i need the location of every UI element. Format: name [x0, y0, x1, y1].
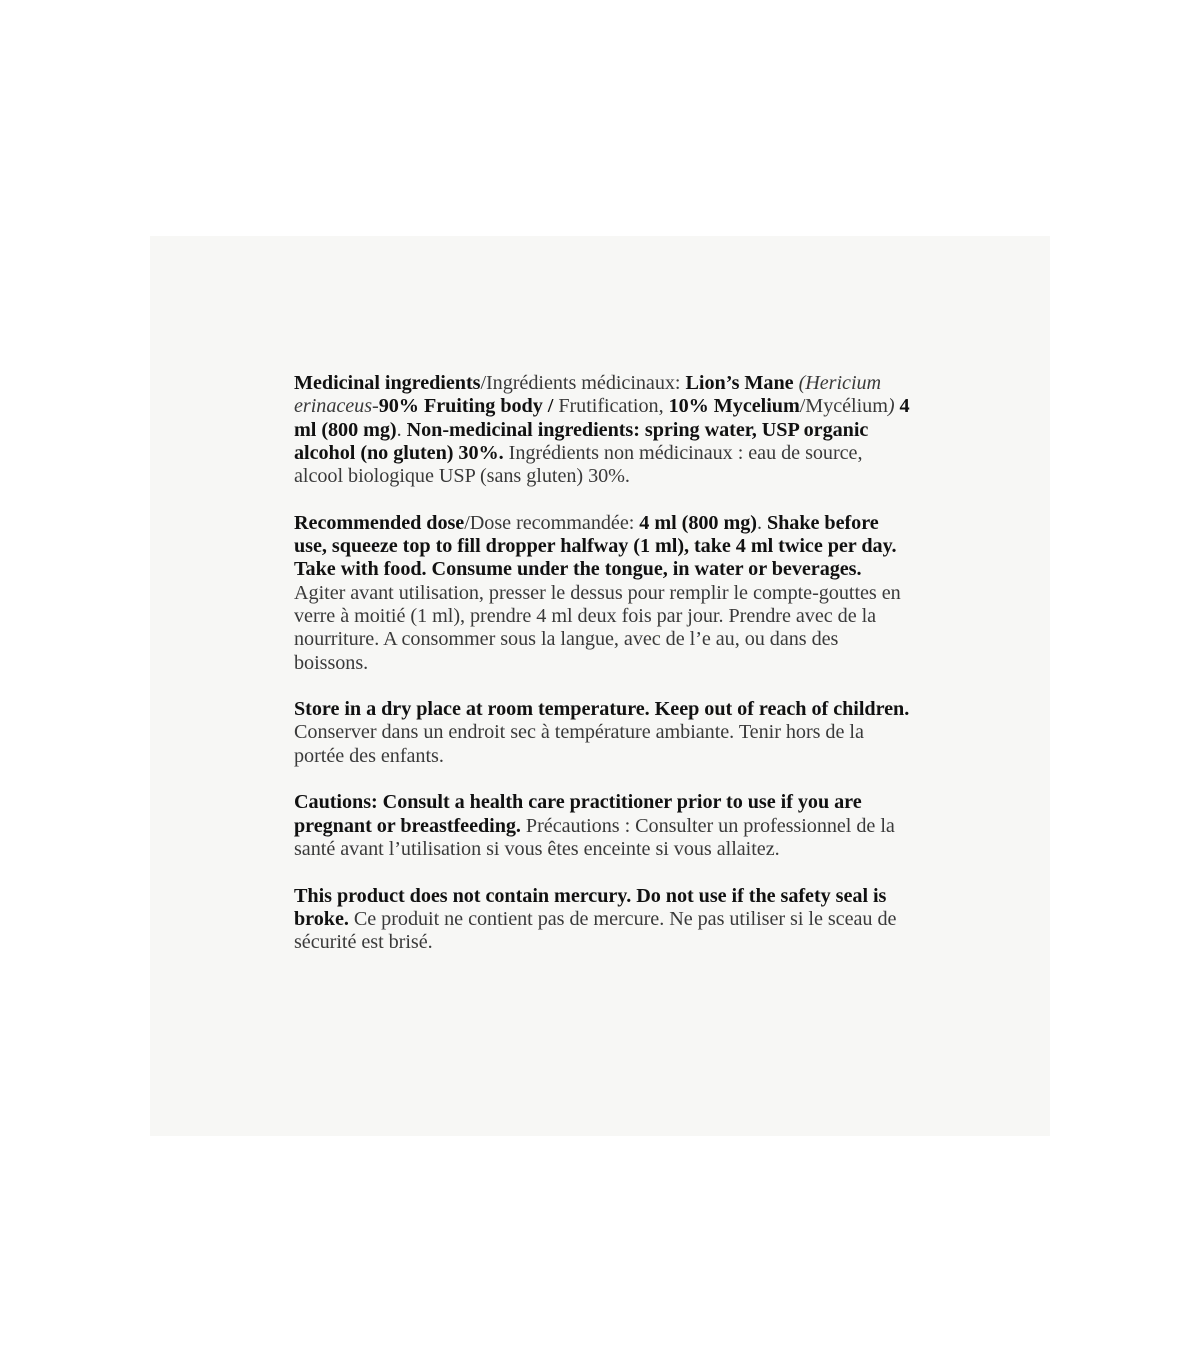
text-run: . — [396, 418, 407, 441]
text-run: /Dose recommandée: — [464, 511, 640, 534]
cautions-paragraph — [294, 791, 914, 861]
product-label-card — [150, 236, 1050, 1136]
text-run: Recommended dose — [294, 511, 465, 534]
storage-paragraph — [294, 698, 914, 768]
text-run: Agiter avant utilisation, presser le dessus pour remplir le compte-gouttes en verre à moitié (1 ml), prendre 4 ml deux fois par jour. Prendre avec de la nourriture. A consommer sous la langue, avec de l’e au, ou dans des boissons. — [294, 581, 901, 674]
text-run: Précautions : Consulter un professionnel de la santé avant l’utilisation si vous êtes enceinte si vous allaitez. — [294, 814, 895, 860]
text-run: ) — [887, 395, 895, 418]
text-run: This product does not contain mercury. Do not use if the safety seal is broke. — [294, 884, 887, 930]
text-run: Conserver dans un endroit sec à température ambiante. Tenir hors de la portée des enfants. — [294, 721, 864, 767]
ingredients-paragraph — [294, 372, 914, 488]
mercury-paragraph — [294, 885, 914, 955]
text-run: Shake before use, squeeze top to fill dropper halfway (1 ml), take 4 ml twice per day. Take with food. Consume under the tongue, in water or beverages. — [294, 511, 897, 581]
text-run: 10% Mycelium — [668, 395, 800, 418]
text-run: Cautions: Consult a health care practitioner prior to use if you are pregnant or breastfeeding. — [294, 791, 862, 837]
text-run: 4 ml (800 mg) — [294, 395, 910, 441]
text-run: 4 ml (800 mg) — [639, 511, 757, 534]
text-run: Medicinal ingredients — [294, 372, 481, 394]
label-text-block — [294, 372, 914, 954]
text-run: /Mycélium — [799, 395, 888, 418]
text-run: (Hericium erinaceus- — [294, 372, 882, 418]
text-run: /Ingrédients médicinaux: — [480, 372, 686, 394]
text-run: Lion’s Mane — [685, 372, 794, 394]
dose-paragraph — [294, 512, 914, 675]
text-run: Ce produit ne contient pas de mercure. Ne pas utiliser si le sceau de sécurité est brisé. — [294, 907, 897, 954]
text-run: . — [756, 511, 767, 534]
text-run: 90% Fruiting body / — [378, 395, 559, 418]
text-run: Ingrédients non médicinaux : eau de source, alcool biologique USP (sans gluten) 30%. — [294, 441, 863, 488]
text-run: Non-medicinal ingredients: spring water, USP organic alcohol (no gluten) 30%. — [294, 418, 869, 464]
text-run: Frutification, — [558, 395, 669, 418]
text-run: Store in a dry place at room temperature. Keep out of reach of children. — [294, 698, 910, 721]
